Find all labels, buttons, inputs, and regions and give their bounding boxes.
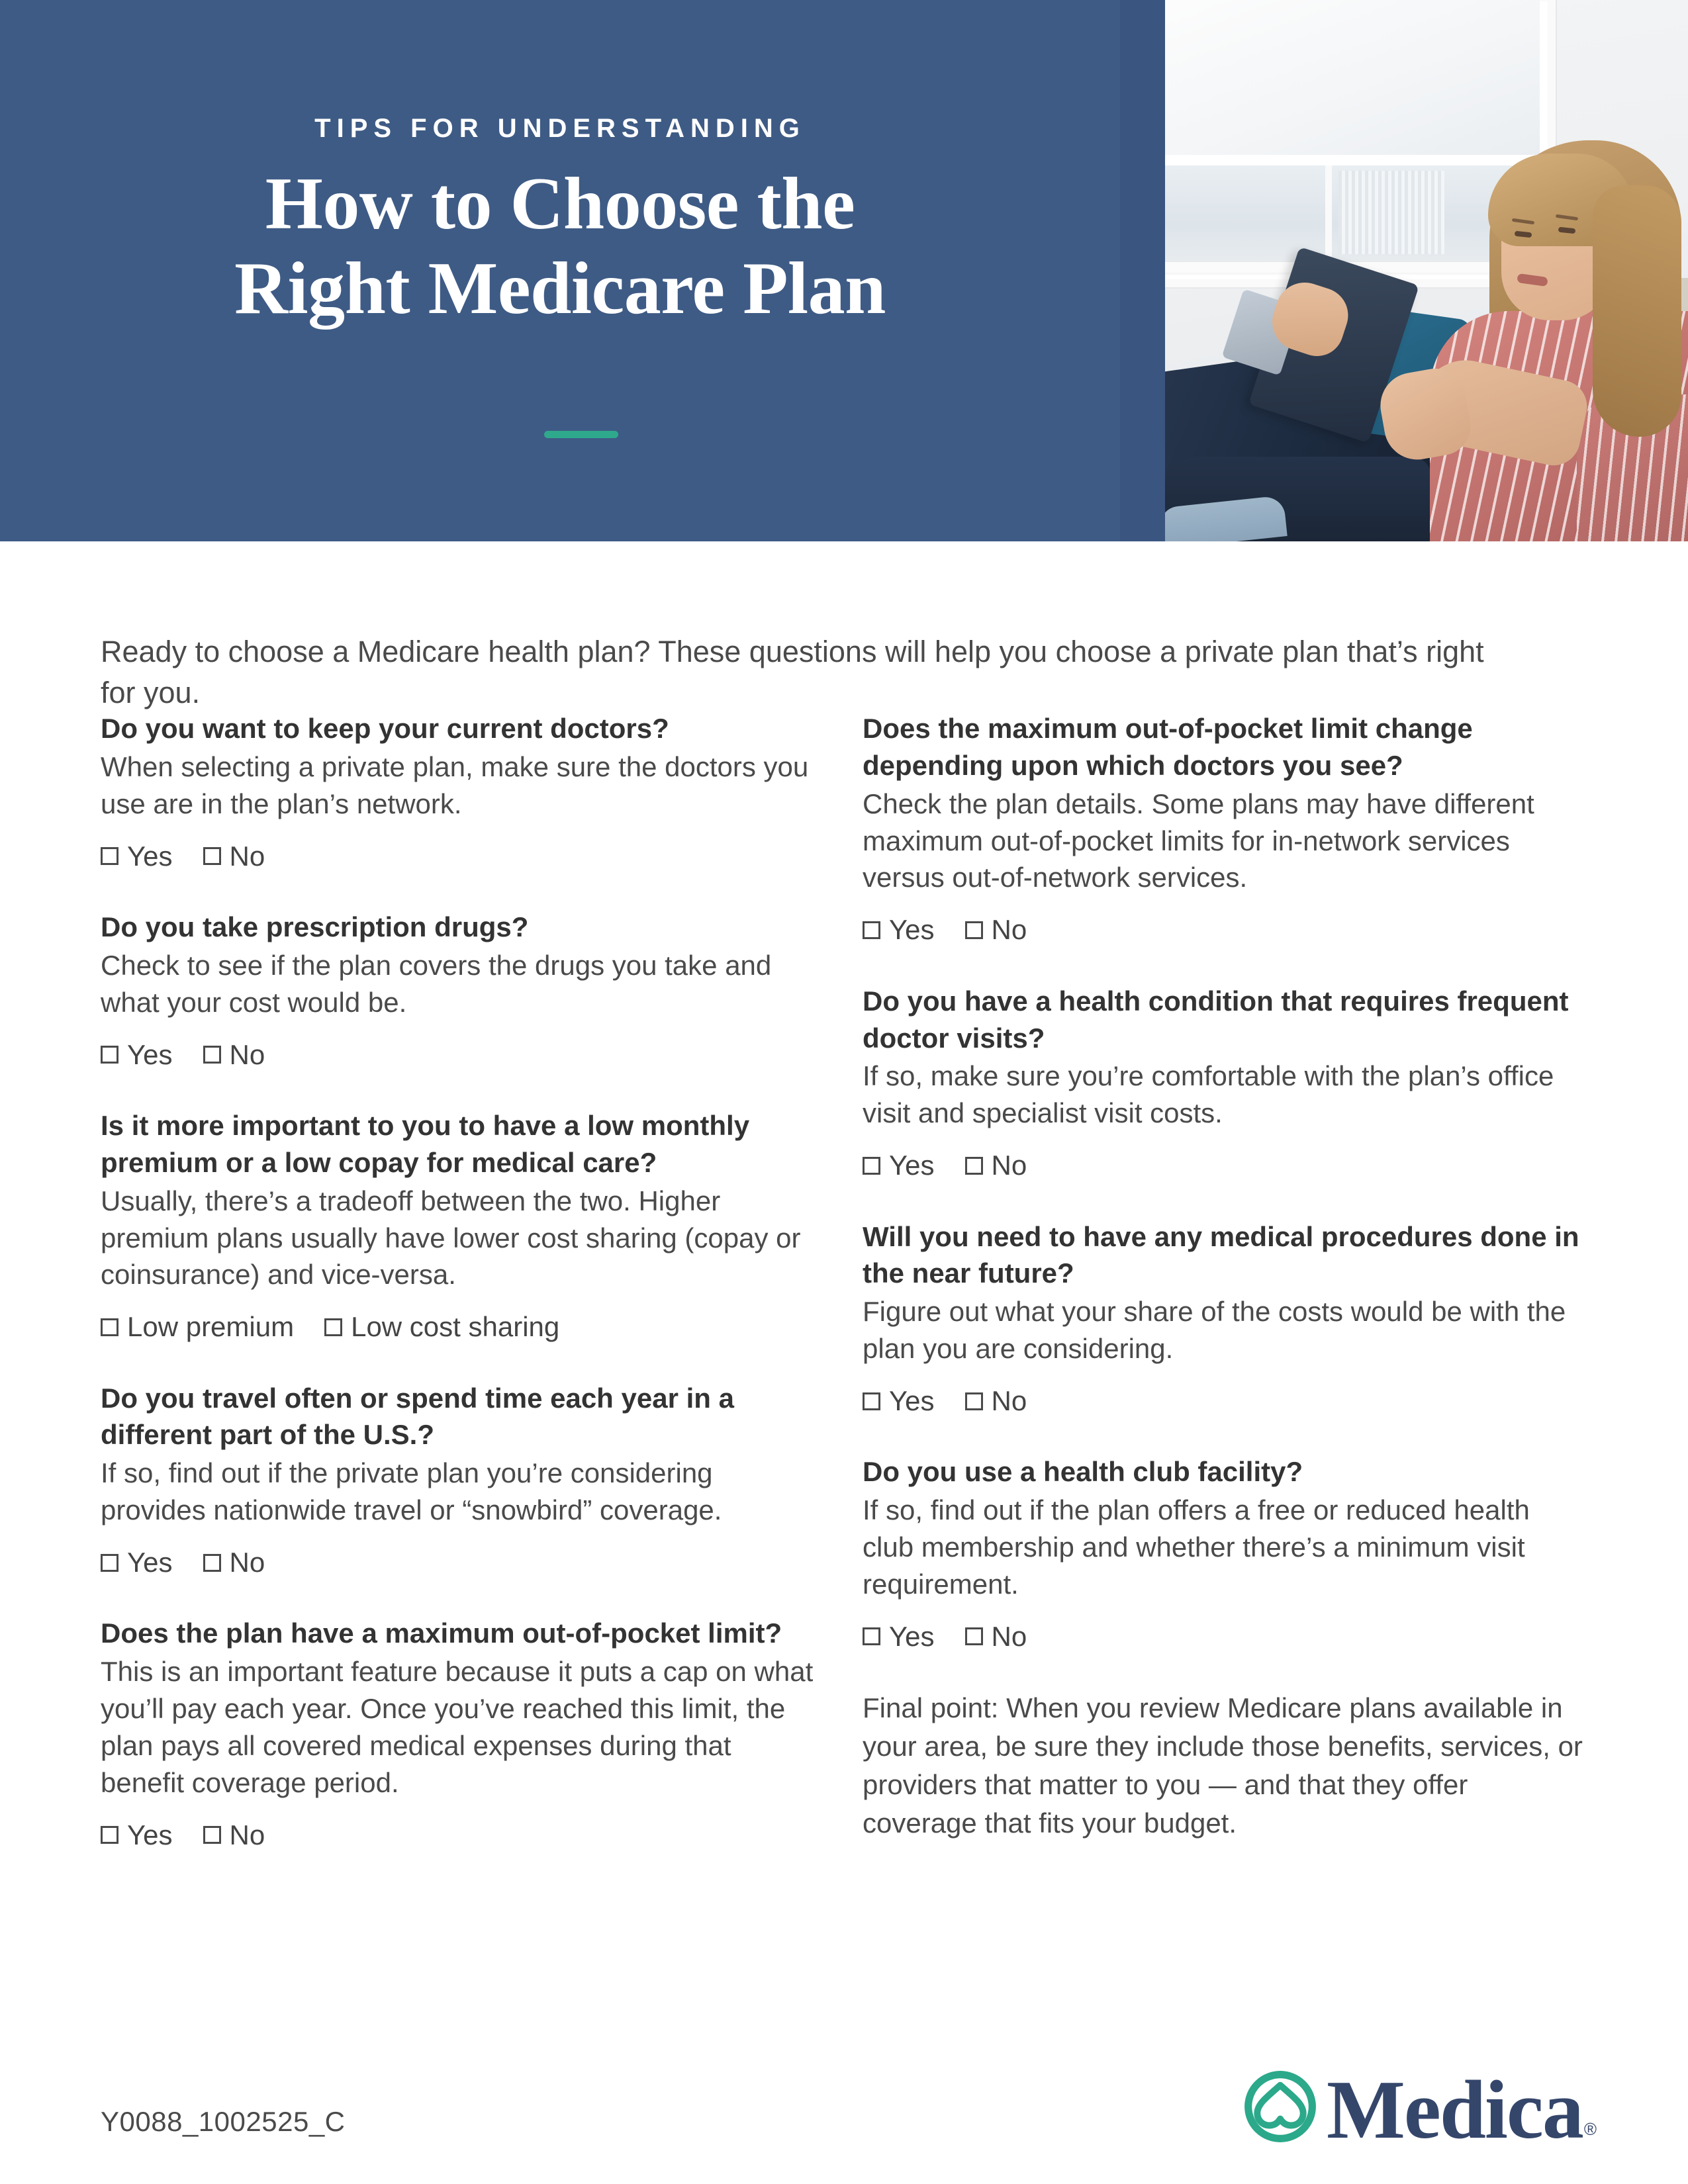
option-yes[interactable] <box>863 1620 935 1653</box>
option-low-premium[interactable] <box>101 1310 294 1343</box>
checkbox-icon[interactable] <box>101 1554 118 1572</box>
option-label: Yes <box>889 1620 935 1652</box>
option-label: Yes <box>889 1385 935 1416</box>
page-title-line-1: How to Choose the <box>265 163 855 245</box>
option-no[interactable] <box>965 1149 1027 1182</box>
question-body: Check the plan details. Some plans may have different maximum out-of-pocket limits for in-network services versus out-of-network services. <box>863 788 1534 893</box>
option-no[interactable] <box>203 1038 265 1071</box>
intro-paragraph: Ready to choose a Medicare health plan? These questions will help you choose a private plan that’s right for you. <box>101 635 1484 710</box>
question-block <box>101 909 822 1071</box>
question-body: Check to see if the plan covers the drugs you take and what your cost would be. <box>101 949 772 1018</box>
photo-hair-side <box>1593 185 1681 437</box>
option-label: No <box>229 840 265 872</box>
checkbox-icon[interactable] <box>965 921 983 939</box>
question-block <box>101 1107 822 1344</box>
checkbox-icon[interactable] <box>965 1627 983 1645</box>
option-yes[interactable] <box>101 1038 173 1071</box>
checkbox-icon[interactable] <box>863 1627 880 1645</box>
checkbox-icon[interactable] <box>101 1826 118 1844</box>
option-label: No <box>991 1150 1027 1181</box>
option-label: No <box>991 1385 1027 1416</box>
question-block <box>863 710 1584 947</box>
question-body: If so, make sure you’re comfortable with the plan’s office visit and specialist visit costs. <box>863 1060 1554 1129</box>
page-header <box>0 0 1688 541</box>
right-column <box>863 710 1584 1870</box>
answer-options <box>101 840 822 873</box>
left-column <box>101 710 822 1888</box>
checkbox-icon[interactable] <box>101 847 118 865</box>
question-heading: Do you use a health club facility? <box>863 1456 1303 1488</box>
checkbox-icon[interactable] <box>203 847 221 865</box>
checkbox-icon[interactable] <box>324 1318 342 1336</box>
option-label: No <box>229 1547 265 1578</box>
question-body: This is an important feature because it puts a cap on what you’ll pay each year. Once you’ve reached this limit, the plan pays all covered medical expenses during that benefit coverage period. <box>101 1656 814 1798</box>
question-heading: Will you need to have any medical procedures done in the near future? <box>863 1220 1579 1289</box>
answer-options <box>863 1149 1584 1182</box>
checkbox-icon[interactable] <box>965 1157 983 1175</box>
option-label: Yes <box>889 914 935 946</box>
option-label: Low premium <box>127 1311 295 1343</box>
option-label: Low cost sharing <box>351 1311 560 1343</box>
checkbox-icon[interactable] <box>203 1046 221 1064</box>
question-heading: Do you have a health condition that requires frequent doctor visits? <box>863 985 1569 1054</box>
question-body: Figure out what your share of the costs would be with the plan you are considering. <box>863 1296 1566 1365</box>
photo-window-blind <box>1338 171 1444 254</box>
question-heading: Do you travel often or spend time each year in a different part of the U.S.? <box>101 1382 734 1451</box>
option-no[interactable] <box>203 1819 265 1852</box>
question-block <box>101 1380 822 1580</box>
checkbox-icon[interactable] <box>863 1157 880 1175</box>
option-label: No <box>229 1038 265 1070</box>
document-id: Y0088_1002525_C <box>101 2106 346 2137</box>
page-title <box>0 163 1120 330</box>
option-no[interactable] <box>965 1620 1027 1653</box>
header-eyebrow: TIPS FOR UNDERSTANDING <box>314 114 806 143</box>
answer-options <box>101 1819 822 1852</box>
option-no[interactable] <box>965 913 1027 946</box>
checkbox-icon[interactable] <box>101 1046 118 1064</box>
question-body: If so, find out if the plan offers a free or reduced health club membership and whether there’s a minimum visit requirement. <box>863 1494 1530 1600</box>
question-block <box>863 1453 1584 1653</box>
option-label: Yes <box>889 1150 935 1181</box>
answer-options <box>101 1546 822 1579</box>
option-yes[interactable] <box>863 1385 935 1418</box>
option-label: No <box>229 1819 265 1850</box>
question-heading: Do you take prescription drugs? <box>101 911 529 942</box>
question-body: Usually, there’s a tradeoff between the two. Higher premium plans usually have lower cost sharing (copay or coinsurance) and vice-versa. <box>101 1185 801 1291</box>
option-yes[interactable] <box>101 840 173 873</box>
option-no[interactable] <box>203 840 265 873</box>
option-label: Yes <box>127 1819 173 1850</box>
title-accent-dash <box>544 431 618 438</box>
option-no[interactable] <box>965 1385 1027 1418</box>
question-heading: Does the plan have a maximum out-of-pocket limit? <box>101 1617 782 1649</box>
answer-options <box>101 1310 822 1343</box>
question-block <box>863 983 1584 1183</box>
option-yes[interactable] <box>863 913 935 946</box>
page-title-line-2: Right Medicare Plan <box>234 248 886 330</box>
medica-wordmark: Medica <box>1326 2064 1583 2156</box>
option-no[interactable] <box>203 1546 265 1579</box>
page-footer <box>0 2064 1688 2184</box>
question-body: When selecting a private plan, make sure the doctors you use are in the plan’s network. <box>101 751 809 819</box>
question-block <box>101 710 822 873</box>
final-note: Final point: When you review Medicare plans available in your area, be sure they include those benefits, services, or providers that matter to you — and that they offer coverage that fits your budget. <box>863 1692 1583 1839</box>
option-label: Yes <box>127 1038 173 1070</box>
photo-window-mullion <box>1325 165 1332 263</box>
medica-logo <box>1239 2064 1597 2156</box>
option-yes[interactable] <box>101 1819 173 1852</box>
answer-options <box>863 1620 1584 1653</box>
option-label: Yes <box>127 840 173 872</box>
option-label: No <box>991 914 1027 946</box>
photo-left-blue-edge <box>1120 0 1165 541</box>
checkbox-icon[interactable] <box>203 1554 221 1572</box>
checkbox-icon[interactable] <box>863 1392 880 1410</box>
option-yes[interactable] <box>863 1149 935 1182</box>
registered-trademark-icon: ® <box>1583 2118 1597 2139</box>
header-photo <box>1120 0 1688 541</box>
option-label: No <box>991 1620 1027 1652</box>
medica-heart-circle-icon <box>1239 2066 1321 2148</box>
question-block <box>863 1218 1584 1418</box>
photo-window-upper-pane <box>1149 0 1540 155</box>
question-body: If so, find out if the private plan you’re considering provides nationwide travel or “snowbird” coverage. <box>101 1457 722 1526</box>
checkbox-icon[interactable] <box>863 921 880 939</box>
answer-options <box>101 1038 822 1071</box>
question-heading: Is it more important to you to have a low monthly premium or a low copay for medical care? <box>101 1109 750 1178</box>
option-label: Yes <box>127 1547 173 1578</box>
answer-options <box>863 913 1584 946</box>
option-low-cost-sharing[interactable] <box>324 1310 559 1343</box>
checkbox-icon[interactable] <box>965 1392 983 1410</box>
question-heading: Do you want to keep your current doctors? <box>101 713 669 744</box>
checkbox-icon[interactable] <box>101 1318 118 1336</box>
answer-options <box>863 1385 1584 1418</box>
option-yes[interactable] <box>101 1546 173 1579</box>
checkbox-icon[interactable] <box>203 1826 221 1844</box>
question-heading: Does the maximum out-of-pocket limit change depending upon which doctors you see? <box>863 713 1473 781</box>
question-block <box>101 1615 822 1852</box>
